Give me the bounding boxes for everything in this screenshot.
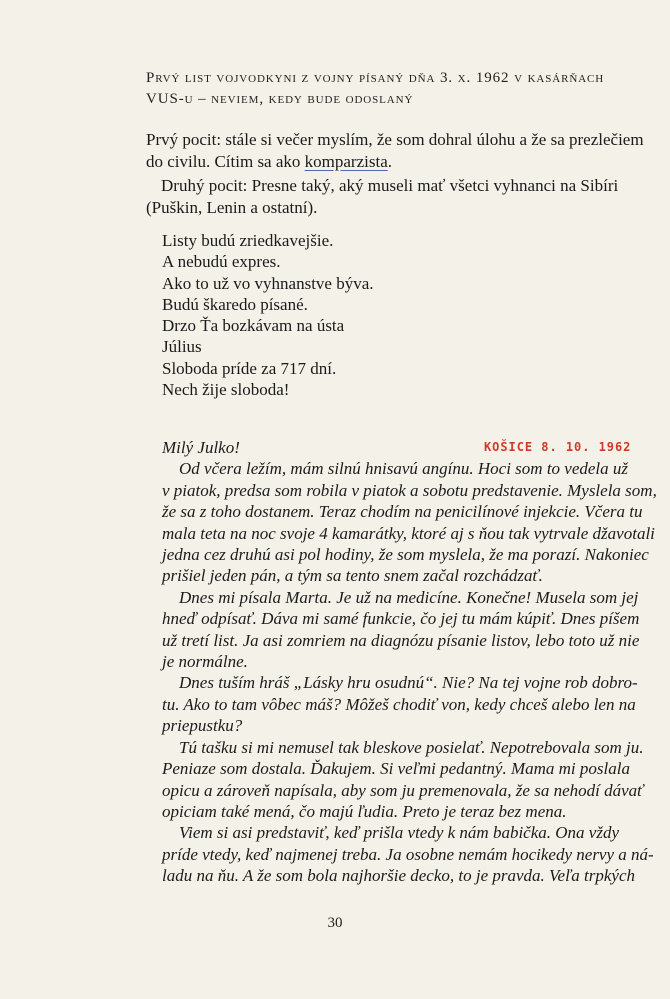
letter-line: Dnes tuším hráš „Lásky hru osudnú“. Nie? Na tej vojne rob dobro- bbox=[179, 673, 638, 693]
letter-line: Peniaze som dostala. Ďakujem. Si veľmi pedantný. Mama mi poslala bbox=[162, 759, 630, 779]
letter-line: opiciam také mená, čo majú ľudia. Preto je teraz bez mena. bbox=[162, 801, 567, 821]
text-line: (Puškin, Lenin a ostatní). bbox=[146, 198, 318, 217]
page-number: 30 bbox=[327, 915, 343, 931]
text-line: Prvý pocit: stále si večer myslím, že som dohral úlohu a že sa prezlečiem bbox=[146, 130, 644, 149]
intro-paragraph-2 bbox=[146, 175, 618, 219]
letter-line: opicu a zároveň napísala, aby som ju premenovala, že sa nehodí dávať bbox=[162, 780, 644, 800]
intro-paragraph-1 bbox=[146, 129, 644, 173]
letter-line: prišiel jeden pán, a tým sa tento snem začal rozchádzať. bbox=[162, 566, 543, 586]
letter-line: tu. Ako to tam vôbec máš? Môžeš chodiť von, kedy chceš alebo len na bbox=[162, 694, 636, 714]
verse-line: Budú škaredo písané. bbox=[162, 294, 308, 314]
text-line bbox=[146, 151, 644, 173]
letter-line: jedna cez druhú asi pol hodiny, že som myslela, že ma porazí. Nakoniec bbox=[162, 545, 649, 565]
letter-line: príde vtedy, keď najmenej treba. Ja osobne nemám hocikedy nervy a ná- bbox=[162, 844, 654, 864]
verse-line: A nebudú expres. bbox=[162, 252, 281, 272]
verse-line: Drzo Ťa bozkávam na ústa bbox=[162, 316, 345, 336]
heading-line: Prvý list vojvodkyni z vojny písaný dňa 3. x. 1962 v kasárňach bbox=[146, 70, 605, 86]
text-run: do civilu. Cítim sa ako bbox=[146, 152, 305, 171]
letter-line: v piatok, predsa som robila v piatok a sobotu predstavenie. Myslela som, bbox=[162, 480, 657, 500]
chapter-heading bbox=[146, 68, 616, 110]
verse-line: Július bbox=[162, 337, 202, 357]
letter-line: Od včera ležím, mám silnú hnisavú angínu. Hoci som to vedela už bbox=[179, 459, 629, 479]
heading-line: VUS-u – neviem, kedy bude odoslaný bbox=[146, 91, 414, 107]
letter-body bbox=[162, 437, 657, 887]
letter-line: ladu na ňu. A že som bola najhoršie decko, to je pravda. Veľa trpkých bbox=[162, 866, 635, 886]
letter-line: Viem si asi predstaviť, keď prišla vtedy k nám babička. Ona vždy bbox=[179, 823, 620, 843]
text-line: Druhý pocit: Presne taký, aký museli mať všetci vyhnanci na Sibíri bbox=[161, 176, 619, 195]
letter-line: hneď odpísať. Dáva mi samé funkcie, čo jej tu mám kúpiť. Dnes píšem bbox=[162, 609, 640, 629]
letter-line: už tretí list. Ja asi zomriem na diagnózu písanie listov, lebo toto už nie bbox=[162, 630, 640, 650]
date-stamp: KOŠICE 8. 10. 1962 bbox=[484, 440, 632, 454]
underlined-word: komparzista bbox=[304, 152, 388, 171]
verse-line: Sloboda príde za 717 dní. bbox=[162, 358, 337, 378]
letter-line: Tú tašku si mi nemusel tak bleskove posielať. Nepotrebovala som ju. bbox=[179, 737, 644, 757]
verse-line: Nech žije sloboda! bbox=[162, 380, 290, 400]
text-run: . bbox=[387, 152, 392, 171]
letter-line: že sa z toho dostanem. Teraz chodím na penicilínové injekcie. Včera tu bbox=[162, 502, 643, 522]
verse-line: Ako to už vo vyhnanstve býva. bbox=[162, 273, 374, 293]
verse-line: Listy budú zriedkavejšie. bbox=[162, 231, 334, 250]
verse-block bbox=[162, 230, 374, 400]
letter-line: Dnes mi písala Marta. Je už na medicíne. Konečne! Musela som jej bbox=[179, 587, 639, 607]
letter-line: je normálne. bbox=[162, 652, 248, 672]
letter-line: priepustku? bbox=[162, 716, 243, 736]
letter-salutation: Milý Julko! bbox=[162, 438, 240, 457]
letter-line: mala teta na noc svoje 4 kamarátky, ktoré aj s ňou tak vytrvale džavotali bbox=[162, 523, 655, 543]
